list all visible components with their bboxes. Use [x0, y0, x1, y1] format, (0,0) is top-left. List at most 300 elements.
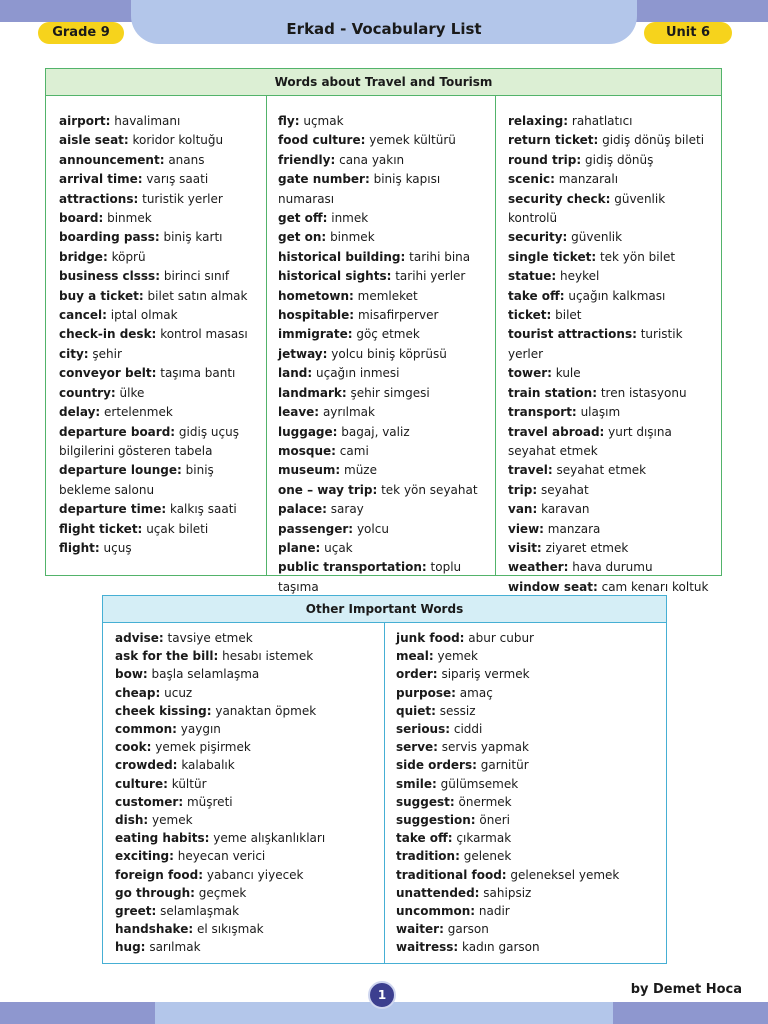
vocab-meaning: havalimanı: [114, 114, 181, 128]
vocab-term: city:: [59, 346, 89, 361]
vocab-meaning: cami: [339, 443, 369, 458]
vocab-meaning: karavan: [541, 502, 590, 517]
vocab-entry: [59, 423, 259, 462]
vocab-term: tower:: [508, 366, 552, 381]
vocab-meaning: nadir: [478, 904, 510, 919]
vocab-entry: [115, 684, 377, 702]
vocab-entry: [396, 665, 658, 683]
vocab-term: relaxing:: [508, 114, 569, 128]
vocab-term: passenger:: [278, 521, 354, 536]
vocab-entry: [508, 112, 714, 131]
vocab-entry: [59, 364, 259, 383]
vocab-entry: [278, 287, 492, 306]
other-words-box: [102, 595, 667, 964]
vocab-entry: [508, 364, 714, 383]
vocab-meaning: ertelenmek: [104, 405, 173, 420]
vocab-meaning: binmek: [107, 211, 152, 226]
vocab-term: return ticket:: [508, 133, 599, 148]
vocab-term: leave:: [278, 405, 320, 420]
vocab-meaning: uçağın inmesi: [315, 366, 400, 381]
vocab-meaning: yurt dışına seyahat etmek: [508, 424, 672, 458]
travel-box-title: Words about Travel and Tourism: [46, 69, 721, 96]
vocab-meaning: yeme alışkanlıkları: [213, 831, 326, 846]
vocab-term: smile:: [396, 776, 437, 791]
vocab-entry: [115, 920, 377, 938]
vocab-entry: [59, 190, 259, 209]
vocab-entry: [278, 500, 492, 519]
vocab-entry: [396, 702, 658, 720]
vocab-meaning: gelenek: [463, 849, 512, 864]
vocab-meaning: güvenlik kontrolü: [508, 191, 666, 226]
vocab-entry: [59, 248, 259, 267]
vocab-meaning: anans: [168, 152, 205, 167]
vocab-term: unattended:: [396, 885, 480, 900]
vocab-meaning: turistik yerler: [142, 191, 223, 206]
vocab-term: historical sights:: [278, 269, 392, 284]
vocab-entry: [508, 481, 714, 500]
vocab-meaning: yaygın: [180, 722, 221, 737]
vocab-entry: [278, 461, 492, 480]
vocab-entry: [59, 267, 259, 286]
vocab-entry: [59, 461, 259, 500]
vocab-term: hometown:: [278, 288, 354, 303]
vocab-entry: [278, 228, 492, 247]
vocab-entry: [59, 539, 259, 558]
vocab-term: jetway:: [278, 346, 328, 361]
vocab-term: customer:: [115, 794, 184, 809]
vocab-term: aisle seat:: [59, 133, 129, 148]
vocab-entry: [508, 287, 714, 306]
vocab-entry: [508, 190, 714, 229]
vocab-entry: [508, 500, 714, 519]
vocab-term: single ticket:: [508, 249, 597, 264]
vocab-meaning: yemek: [152, 813, 193, 828]
vocab-entry: [59, 228, 259, 247]
vocab-entry: [508, 539, 714, 558]
vocab-term: announcement:: [59, 152, 165, 167]
vocab-meaning: abur cubur: [468, 631, 534, 645]
vocab-meaning: müze: [344, 463, 377, 478]
vocab-term: advise:: [115, 631, 164, 645]
vocab-entry: [508, 131, 714, 150]
vocab-entry: [115, 938, 377, 956]
travel-column-3: [508, 112, 714, 597]
vocab-term: suggestion:: [396, 813, 476, 828]
vocab-meaning: yolcu: [356, 521, 389, 536]
vocab-entry: [115, 866, 377, 884]
vocab-term: flight:: [59, 540, 100, 555]
vocab-meaning: uçak bileti: [146, 521, 209, 536]
vocab-entry: [278, 423, 492, 442]
vocab-term: public transportation:: [278, 560, 427, 575]
vocab-meaning: amaç: [459, 685, 493, 700]
vocab-meaning: hesabı istemek: [222, 649, 314, 664]
vocab-meaning: bilet satın almak: [147, 288, 248, 303]
vocab-term: view:: [508, 521, 544, 536]
vocab-entry: [508, 325, 714, 364]
author-credit: by Demet Hoca: [630, 982, 742, 997]
vocab-meaning: el sıkışmak: [196, 922, 264, 937]
vocab-meaning: tek yön bilet: [599, 249, 676, 264]
vocab-entry: [396, 647, 658, 665]
vocab-entry: [508, 384, 714, 403]
vocab-entry: [278, 345, 492, 364]
vocab-entry: [59, 520, 259, 539]
vocab-term: go through:: [115, 885, 195, 900]
vocab-entry: [115, 811, 377, 829]
vocab-entry: [278, 384, 492, 403]
vocab-term: land:: [278, 366, 313, 381]
vocab-meaning: yemek pişirmek: [155, 740, 251, 755]
vocab-term: train station:: [508, 385, 597, 400]
vocab-entry: [59, 131, 259, 150]
vocab-entry: [508, 170, 714, 189]
vocab-entry: [278, 131, 492, 150]
vocab-term: ask for the bill:: [115, 649, 219, 664]
vocab-term: meal:: [396, 649, 434, 664]
vocab-meaning: binmek: [330, 230, 375, 245]
vocab-term: departure board:: [59, 424, 176, 439]
vocab-term: board:: [59, 211, 104, 226]
vocab-entry: [396, 866, 658, 884]
vocab-term: country:: [59, 385, 116, 400]
vocab-meaning: iptal olmak: [110, 308, 178, 323]
vocab-entry: [508, 248, 714, 267]
vocab-term: security:: [508, 230, 568, 245]
vocab-term: gate number:: [278, 172, 370, 187]
top-decor-right: [628, 0, 768, 22]
vocab-term: handshake:: [115, 922, 194, 937]
vocab-entry: [396, 920, 658, 938]
vocab-entry: [278, 558, 492, 597]
vocab-meaning: uçmak: [303, 114, 344, 128]
vocab-term: foreign food:: [115, 867, 204, 882]
vocab-term: suggest:: [396, 794, 455, 809]
vocab-meaning: koridor koltuğu: [132, 133, 224, 148]
vocab-meaning: memleket: [357, 288, 418, 303]
travel-vocabulary-box: [45, 68, 722, 594]
vocab-entry: [508, 461, 714, 480]
vocab-term: departure time:: [59, 502, 167, 517]
vocab-meaning: şehir: [92, 346, 122, 361]
vocab-meaning: gidiş dönüş: [585, 152, 654, 167]
vocab-entry: [396, 884, 658, 902]
vocab-entry: [396, 902, 658, 920]
vocab-meaning: inmek: [331, 211, 369, 226]
vocab-meaning: manzara: [547, 521, 601, 536]
vocab-meaning: güvenlik: [571, 230, 623, 245]
page-title: Erkad - Vocabulary List: [286, 20, 482, 38]
vocab-entry: [115, 702, 377, 720]
vocab-entry: [508, 151, 714, 170]
vocab-term: greet:: [115, 904, 157, 919]
vocab-meaning: ülke: [119, 385, 145, 400]
vocab-meaning: ciddi: [453, 722, 483, 737]
vocab-term: crowded:: [115, 758, 178, 773]
vocab-meaning: köprü: [111, 249, 146, 264]
vocab-meaning: sessiz: [439, 703, 476, 718]
vocab-meaning: misafirperver: [357, 308, 439, 323]
vocab-meaning: seyahat: [540, 482, 589, 497]
vocab-entry: [278, 442, 492, 461]
vocab-meaning: ulaşım: [580, 405, 621, 420]
vocab-entry: [396, 684, 658, 702]
vocab-term: travel:: [508, 463, 553, 478]
vocab-meaning: seyahat etmek: [556, 463, 647, 478]
vocab-entry: [278, 170, 492, 209]
vocab-meaning: tek yön seyahat: [381, 482, 478, 497]
vocab-meaning: servis yapmak: [441, 740, 529, 755]
vocab-term: flight ticket:: [59, 521, 143, 536]
vocab-term: palace:: [278, 502, 327, 517]
vocab-meaning: uçak: [324, 540, 353, 555]
vocab-term: check-in desk:: [59, 327, 157, 342]
vocab-meaning: cana yakın: [339, 152, 405, 167]
vocab-term: van:: [508, 502, 538, 517]
vocab-meaning: varış saati: [146, 172, 209, 187]
vocab-term: bow:: [115, 667, 148, 682]
vocab-entry: [115, 629, 377, 647]
vocab-meaning: manzaralı: [558, 172, 619, 187]
vocab-entry: [278, 112, 492, 131]
vocab-meaning: heyecan verici: [177, 849, 266, 864]
travel-column-2: [278, 112, 492, 597]
vocab-term: ticket:: [508, 308, 552, 323]
vocab-meaning: kalkış saati: [169, 502, 237, 517]
vocab-term: uncommon:: [396, 904, 476, 919]
vocab-entry: [115, 738, 377, 756]
vocab-meaning: kule: [555, 366, 581, 381]
vocab-entry: [396, 793, 658, 811]
vocab-term: buy a ticket:: [59, 288, 144, 303]
vocab-entry: [59, 209, 259, 228]
vocab-meaning: kadın garson: [462, 940, 540, 955]
vocab-term: hug:: [115, 940, 146, 955]
vocab-meaning: saray: [330, 502, 364, 517]
vocab-term: luggage:: [278, 424, 338, 439]
vocab-term: dish:: [115, 813, 149, 828]
travel-column-1: [59, 112, 259, 558]
vocab-term: purpose:: [396, 685, 456, 700]
vocab-entry: [278, 403, 492, 422]
vocab-meaning: başla selamlaşma: [151, 667, 260, 682]
column-divider: [384, 623, 385, 963]
vocab-term: eating habits:: [115, 831, 210, 846]
vocab-meaning: sarılmak: [149, 940, 201, 955]
vocab-entry: [115, 756, 377, 774]
vocab-meaning: bilet: [555, 308, 582, 323]
vocab-entry: [115, 720, 377, 738]
vocab-meaning: müşreti: [186, 794, 233, 809]
vocab-meaning: geleneksel yemek: [510, 867, 620, 882]
vocab-term: transport:: [508, 405, 577, 420]
vocab-meaning: sipariş vermek: [441, 667, 530, 682]
vocab-entry: [508, 423, 714, 462]
vocab-entry: [59, 287, 259, 306]
vocab-meaning: kontrol masası: [160, 327, 248, 342]
vocab-meaning: tavsiye etmek: [167, 631, 253, 645]
vocab-term: exciting:: [115, 849, 174, 864]
vocab-entry: [278, 520, 492, 539]
vocab-term: quiet:: [396, 703, 436, 718]
vocab-entry: [59, 384, 259, 403]
vocab-entry: [396, 720, 658, 738]
vocab-meaning: biniş kartı: [163, 230, 223, 245]
vocab-entry: [396, 775, 658, 793]
bottom-decor-right: [613, 1002, 768, 1024]
vocab-meaning: rahatlatıcı: [571, 114, 633, 128]
vocab-meaning: taşıma bantı: [160, 366, 236, 381]
vocab-entry: [115, 665, 377, 683]
vocab-entry: [59, 500, 259, 519]
vocab-term: take off:: [508, 288, 565, 303]
vocab-term: bridge:: [59, 249, 108, 264]
vocab-entry: [508, 520, 714, 539]
vocab-meaning: gülümsemek: [440, 776, 519, 791]
vocab-term: arrival time:: [59, 172, 143, 187]
vocab-term: delay:: [59, 405, 101, 420]
vocab-term: food culture:: [278, 133, 366, 148]
vocab-term: cook:: [115, 740, 152, 755]
vocab-term: common:: [115, 722, 177, 737]
grade-badge: Grade 9: [38, 22, 124, 44]
vocab-term: landmark:: [278, 385, 347, 400]
vocab-meaning: şehir simgesi: [350, 385, 430, 400]
vocab-term: get off:: [278, 211, 328, 226]
vocab-entry: [278, 267, 492, 286]
vocab-term: traditional food:: [396, 867, 507, 882]
vocab-meaning: cam kenarı koltuk: [601, 579, 709, 594]
vocab-entry: [115, 884, 377, 902]
vocab-entry: [115, 793, 377, 811]
vocab-meaning: garson: [447, 922, 489, 937]
vocab-meaning: yemek: [437, 649, 478, 664]
vocab-entry: [278, 306, 492, 325]
vocab-meaning: biniş kapısı numarası: [278, 172, 441, 206]
vocab-meaning: selamlaşmak: [160, 904, 240, 919]
vocab-meaning: geçmek: [198, 885, 247, 900]
vocab-meaning: tarihi yerler: [395, 269, 466, 284]
vocab-entry: [396, 738, 658, 756]
vocab-meaning: ayrılmak: [322, 405, 375, 420]
vocab-term: hospitable:: [278, 308, 355, 323]
vocab-meaning: yanaktan öpmek: [215, 703, 317, 718]
vocab-term: airport:: [59, 114, 111, 128]
unit-badge: Unit 6: [644, 22, 732, 44]
vocab-meaning: yemek kültürü: [369, 133, 456, 148]
vocab-term: attractions:: [59, 191, 139, 206]
vocab-term: round trip:: [508, 152, 582, 167]
vocab-term: one – way trip:: [278, 482, 378, 497]
vocab-entry: [59, 345, 259, 364]
vocab-meaning: hava durumu: [572, 560, 653, 575]
vocab-term: museum:: [278, 463, 341, 478]
vocab-entry: [115, 902, 377, 920]
vocab-term: boarding pass:: [59, 230, 160, 245]
vocab-term: serve:: [396, 740, 438, 755]
vocab-meaning: göç etmek: [356, 327, 420, 342]
vocab-meaning: kültür: [171, 776, 207, 791]
vocab-entry: [508, 267, 714, 286]
vocab-term: window seat:: [508, 579, 598, 594]
vocab-entry: [396, 756, 658, 774]
vocab-term: waitress:: [396, 940, 459, 955]
vocab-entry: [278, 248, 492, 267]
vocab-meaning: toplu taşıma: [278, 560, 462, 594]
vocab-meaning: öneri: [479, 813, 511, 828]
vocab-meaning: gidiş uçuş bilgilerini gösteren tabela: [59, 424, 239, 458]
vocab-term: statue:: [508, 269, 557, 284]
vocab-entry: [59, 151, 259, 170]
vocab-entry: [278, 151, 492, 170]
vocab-term: take off:: [396, 831, 453, 846]
vocab-entry: [396, 829, 658, 847]
vocab-term: cancel:: [59, 308, 107, 323]
vocab-term: culture:: [115, 776, 168, 791]
vocab-term: trip:: [508, 482, 538, 497]
vocab-entry: [278, 539, 492, 558]
vocab-meaning: turistik yerler: [508, 327, 683, 361]
vocab-meaning: biniş bekleme salonu: [59, 463, 214, 497]
vocab-term: order:: [396, 667, 438, 682]
vocab-term: security check:: [508, 191, 611, 206]
other-column-1: [115, 629, 377, 957]
vocab-term: side orders:: [396, 758, 477, 773]
vocab-entry: [59, 403, 259, 422]
vocab-term: mosque:: [278, 443, 336, 458]
vocab-meaning: yolcu biniş köprüsü: [331, 346, 447, 361]
vocab-entry: [508, 558, 714, 577]
vocab-entry: [59, 325, 259, 344]
page-number: 1: [368, 981, 396, 1009]
vocab-entry: [396, 629, 658, 647]
vocab-entry: [59, 170, 259, 189]
vocab-entry: [396, 938, 658, 956]
vocab-entry: [278, 209, 492, 228]
vocab-entry: [115, 847, 377, 865]
vocab-entry: [115, 829, 377, 847]
vocab-term: waiter:: [396, 922, 444, 937]
vocab-meaning: tarihi bina: [409, 249, 471, 264]
other-box-title: Other Important Words: [103, 596, 666, 623]
column-divider: [495, 96, 496, 575]
vocab-entry: [278, 481, 492, 500]
vocab-meaning: sahipsiz: [483, 885, 532, 900]
vocab-term: weather:: [508, 560, 569, 575]
vocab-entry: [59, 306, 259, 325]
vocab-term: travel abroad:: [508, 424, 605, 439]
vocab-entry: [508, 228, 714, 247]
vocab-term: visit:: [508, 540, 542, 555]
vocab-term: cheap:: [115, 685, 161, 700]
vocab-term: friendly:: [278, 152, 336, 167]
vocab-meaning: bagaj, valiz: [341, 424, 410, 439]
vocab-meaning: heykel: [560, 269, 600, 284]
vocab-entry: [508, 306, 714, 325]
vocab-meaning: önermek: [458, 794, 512, 809]
vocab-meaning: gidiş dönüş bileti: [602, 133, 705, 148]
vocab-entry: [59, 112, 259, 131]
vocab-meaning: garnitür: [480, 758, 529, 773]
vocab-term: junk food:: [396, 631, 465, 645]
vocab-entry: [278, 325, 492, 344]
vocab-entry: [508, 403, 714, 422]
vocab-term: plane:: [278, 540, 321, 555]
vocab-term: tourist attractions:: [508, 327, 637, 342]
other-column-2: [396, 629, 658, 957]
vocab-term: get on:: [278, 230, 327, 245]
top-decor-left: [0, 0, 140, 22]
